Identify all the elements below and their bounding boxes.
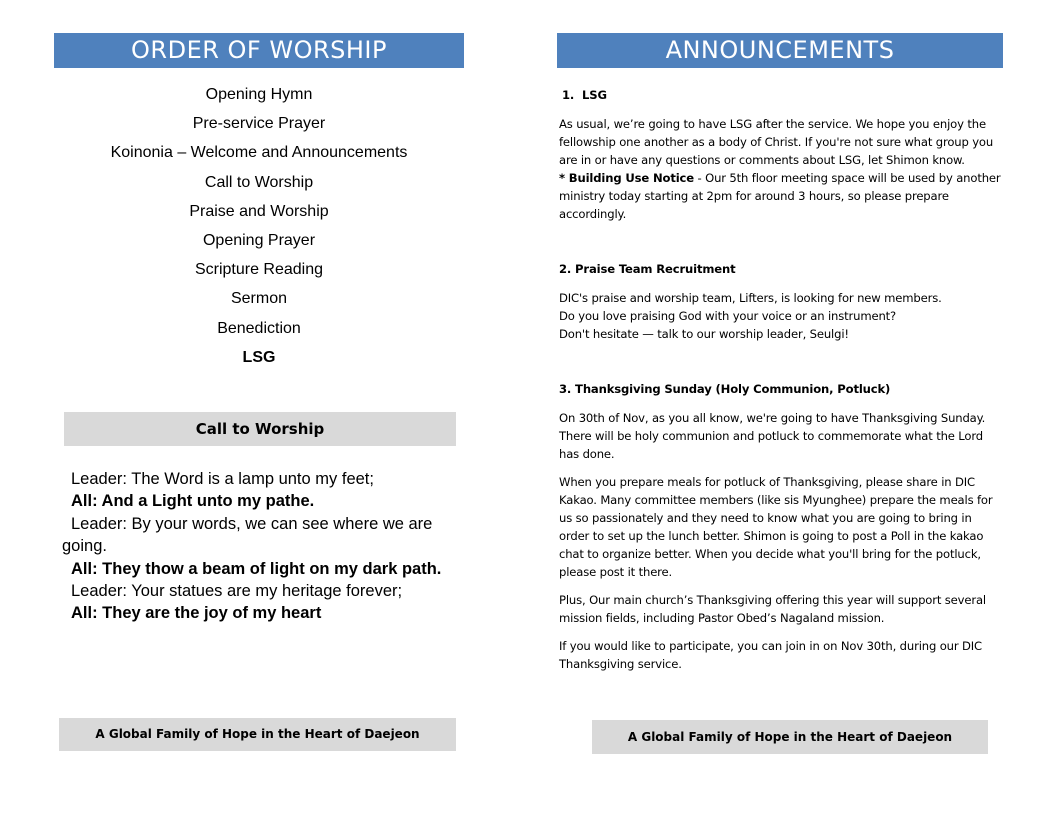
announcement-1-heading — [559, 86, 1004, 104]
order-item: Pre-service Prayer — [192, 115, 326, 133]
announcement-3-paragraph: If you would like to participate, you can join in on Nov 30th, during our DIC Thanksgiving service. — [559, 639, 983, 671]
order-item: Benediction — [217, 319, 301, 337]
order-item-lsg: LSG — [242, 348, 276, 366]
building-use-notice-label: * Building Use Notice — [559, 171, 694, 185]
announcement-2-title: 2. Praise Team Recruitment — [559, 262, 736, 276]
announcement-3-paragraph: When you prepare meals for potluck of Thanksgiving, please share in DIC Kakao. Many committee members (like sis Myunghee) prepare the meals for us so passionately and they need to know what you are going to bring in order to set up the lunch better. Shimon is going to post a Poll in the kakao chat to organize better. When you decide what you'll bring for the potluck, please post it there. — [559, 475, 993, 579]
announcement-2-line: Do you love praising God with your voice or an instrument? — [559, 309, 897, 323]
all-line: All: And a Light unto my pathe. — [71, 492, 315, 511]
building-use-notice — [559, 169, 1004, 223]
leader-line: Leader: By your words, we can see where we are going. — [62, 514, 433, 556]
building-use-notice-text: - Our 5th floor meeting space will be used by another ministry today starting at 2pm for around 3 hours, so please prepare accordingly. — [559, 171, 1001, 221]
call-to-worship-title: Call to Worship — [64, 412, 456, 446]
all-line: All: They thow a beam of light on my dark path. — [71, 559, 442, 578]
announcement-2-line: Don't hesitate — talk to our worship leader, Seulgi! — [559, 327, 849, 341]
order-item: Scripture Reading — [194, 261, 324, 279]
order-item: Sermon — [230, 290, 288, 308]
order-item: Call to Worship — [204, 173, 314, 191]
order-item: Koinonia – Welcome and Announcements — [110, 144, 408, 162]
announcement-1-title: LSG — [582, 88, 607, 102]
order-of-worship-list — [54, 83, 464, 375]
announcement-3-paragraph: Plus, Our main church’s Thanksgiving offering this year will support several mission fields, including Pastor Obed’s Nagaland mission. — [559, 593, 987, 625]
all-line: All: They are the joy of my heart — [71, 604, 322, 623]
announcement-1-number: 1. — [562, 88, 575, 102]
order-of-worship-header: ORDER OF WORSHIP — [54, 33, 464, 68]
leader-line: Leader: The Word is a lamp unto my feet; — [71, 470, 374, 488]
announcement-1-body: As usual, we’re going to have LSG after the service. We hope you enjoy the fellowship one another as a body of Christ. If you're not sure what group you are in or have any questions or comments about LSG, let Shimon know. — [559, 117, 994, 167]
announcement-3-title: 3. Thanksgiving Sunday (Holy Communion, Potluck) — [559, 382, 891, 396]
order-item: Praise and Worship — [189, 202, 329, 220]
announcements-header: ANNOUNCEMENTS — [557, 33, 1003, 68]
announcement-2-line: DIC's praise and worship team, Lifters, is looking for new members. — [559, 291, 942, 305]
left-footer-tagline: A Global Family of Hope in the Heart of Daejeon — [59, 718, 456, 751]
announcements-body — [559, 86, 1004, 673]
right-footer-tagline: A Global Family of Hope in the Heart of Daejeon — [592, 720, 988, 754]
order-item: Opening Hymn — [205, 86, 313, 103]
call-to-worship-responsive-reading — [62, 468, 462, 625]
order-item: Opening Prayer — [202, 231, 316, 249]
leader-line: Leader: Your statues are my heritage forever; — [71, 582, 403, 601]
announcement-3-paragraph: On 30th of Nov, as you all know, we're going to have Thanksgiving Sunday. There will be holy communion and potluck to commemorate what the Lord has done. — [559, 411, 986, 461]
